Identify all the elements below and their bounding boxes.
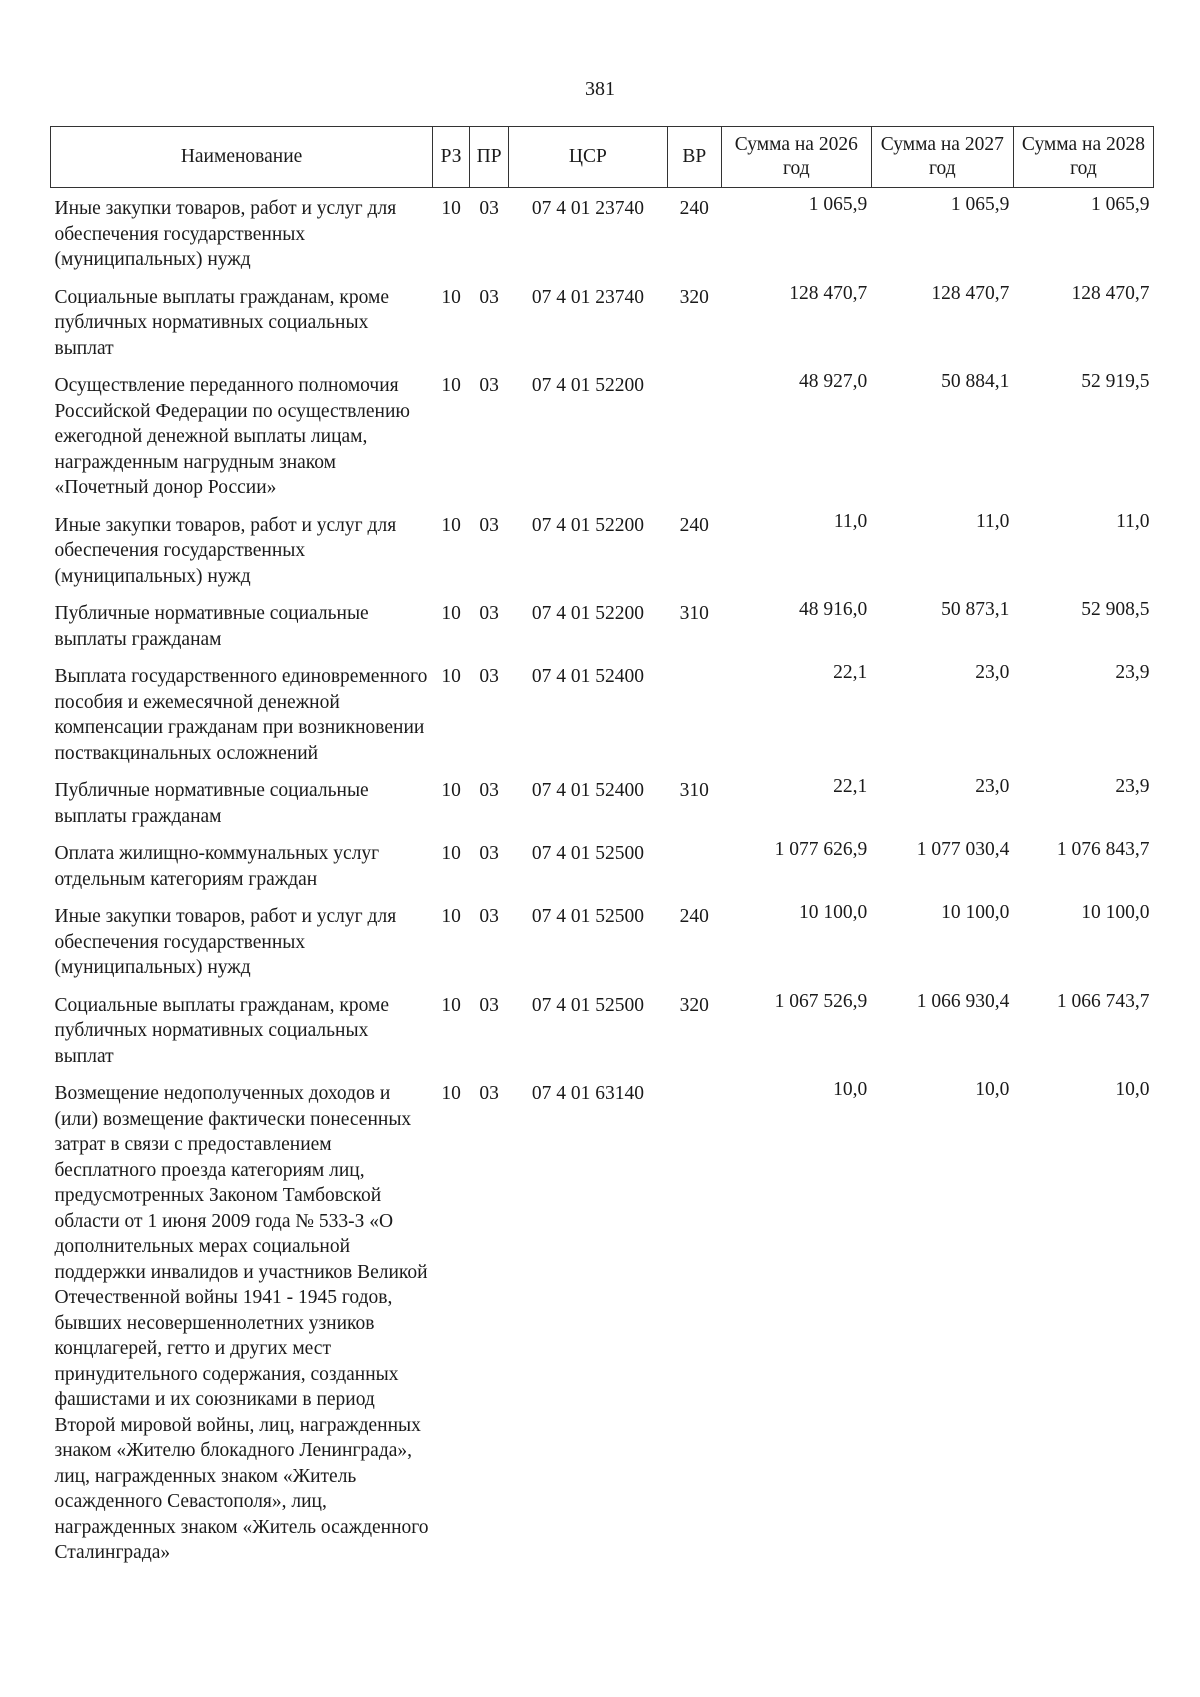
cell-rz: 10 (441, 375, 461, 396)
page-number: 381 (585, 78, 615, 100)
cell-sum-2028: 52 919,5 (1081, 371, 1150, 392)
header-csr: ЦСР (509, 127, 668, 188)
cell-sum-2026: 22,1 (833, 776, 868, 797)
cell-sum-2027: 23,0 (975, 776, 1010, 797)
cell-rz: 10 (441, 843, 461, 864)
cell-sum-2028: 11,0 (1116, 510, 1150, 532)
cell-pr: 03 (479, 514, 499, 536)
cell-sum-2028: 1 066 743,7 (1056, 990, 1150, 1012)
cell-csr: 07 4 01 52200 (531, 375, 644, 396)
cell-vr (667, 365, 721, 505)
cell-vr: 240 (679, 906, 709, 927)
cell-sum-2026: 10,0 (833, 1079, 868, 1100)
cell-name: Иные закупки товаров, работ и услуг для обеспечения государственных (муниципальных) нужд (54, 906, 397, 978)
cell-csr: 07 4 01 23740 (531, 286, 644, 308)
cell-rz: 10 (441, 603, 461, 624)
cell-sum-2026: 1 067 526,9 (774, 990, 868, 1012)
table-header-row (51, 127, 1154, 188)
cell-vr: 320 (679, 286, 709, 308)
cell-rz: 10 (441, 514, 461, 536)
cell-sum-2028: 1 076 843,7 (1056, 839, 1150, 860)
cell-sum-2026: 1 065,9 (808, 194, 868, 215)
cell-rz: 10 (441, 286, 461, 308)
cell-name: Оплата жилищно-коммунальных услуг отдельным категориям граждан (54, 843, 380, 890)
cell-sum-2026: 48 927,0 (798, 371, 868, 392)
cell-pr: 03 (479, 906, 499, 927)
cell-csr: 07 4 01 52200 (531, 603, 644, 624)
table-row (51, 770, 1154, 833)
cell-pr: 03 (479, 375, 499, 396)
cell-csr: 07 4 01 23740 (531, 198, 644, 219)
cell-rz: 10 (441, 780, 461, 801)
cell-csr: 07 4 01 52500 (531, 906, 644, 927)
table-row (51, 1073, 1154, 1570)
cell-csr: 07 4 01 52500 (531, 994, 644, 1016)
header-sum-2026: Сумма на 2026 год (721, 127, 871, 188)
cell-sum-2028: 10 100,0 (1081, 902, 1150, 923)
cell-sum-2026: 48 916,0 (798, 599, 868, 620)
cell-pr: 03 (479, 286, 499, 308)
cell-sum-2027: 1 065,9 (950, 194, 1010, 215)
header-sum-2027: Сумма на 2027 год (871, 127, 1013, 188)
table-body (51, 188, 1154, 1570)
cell-name: Социальные выплаты гражданам, кроме публичных нормативных социальных выплат (54, 994, 389, 1067)
table-row (51, 896, 1154, 985)
cell-csr: 07 4 01 52500 (531, 843, 644, 864)
cell-name: Иные закупки товаров, работ и услуг для обеспечения государственных (муниципальных) нужд (54, 198, 397, 270)
cell-sum-2027: 50 884,1 (941, 371, 1010, 392)
cell-sum-2026: 11,0 (833, 510, 868, 532)
cell-vr (667, 1073, 721, 1570)
cell-rz: 10 (441, 994, 461, 1016)
cell-sum-2027: 128 470,7 (931, 282, 1010, 304)
cell-pr: 03 (479, 843, 499, 864)
cell-sum-2027: 10,0 (975, 1079, 1010, 1100)
cell-csr: 07 4 01 52200 (531, 514, 644, 536)
cell-sum-2028: 10,0 (1115, 1079, 1150, 1100)
cell-name: Иные закупки товаров, работ и услуг для обеспечения государственных (муниципальных) нужд (54, 514, 397, 587)
table-row (51, 656, 1154, 770)
cell-name: Социальные выплаты гражданам, кроме публичных нормативных социальных выплат (54, 286, 389, 359)
header-rz: РЗ (433, 127, 470, 188)
cell-sum-2026: 22,1 (833, 662, 868, 683)
cell-vr (667, 656, 721, 770)
cell-vr: 310 (679, 603, 709, 624)
cell-pr: 03 (479, 603, 499, 624)
cell-pr: 03 (479, 780, 499, 801)
cell-vr: 310 (679, 780, 709, 801)
cell-sum-2026: 1 077 626,9 (774, 839, 868, 860)
cell-sum-2027: 10 100,0 (941, 902, 1010, 923)
cell-sum-2027: 23,0 (975, 662, 1010, 683)
cell-vr: 320 (679, 994, 709, 1016)
cell-sum-2027: 50 873,1 (941, 599, 1010, 620)
table-row (51, 593, 1154, 656)
cell-vr (667, 833, 721, 896)
cell-sum-2026: 128 470,7 (789, 282, 868, 304)
cell-pr: 03 (479, 666, 499, 687)
cell-vr: 240 (679, 514, 709, 536)
cell-rz: 10 (441, 666, 461, 687)
cell-rz: 10 (441, 198, 461, 219)
cell-name: Осуществление переданного полномочия Российской Федерации по осуществлению ежегодной денежной выплаты лицам, награжденным нагрудным знаком «Почетный донор России» (54, 375, 410, 498)
cell-vr: 240 (679, 198, 709, 219)
cell-sum-2026: 10 100,0 (798, 902, 868, 923)
table-row (51, 188, 1154, 277)
cell-name: Выплата государственного единовременного пособия и ежемесячной денежной компенсации гражданам при возникновении поствакцинальных осложнений (54, 666, 428, 764)
cell-csr: 07 4 01 63140 (531, 1083, 644, 1104)
cell-sum-2028: 23,9 (1115, 662, 1150, 683)
header-vr: ВР (667, 127, 721, 188)
cell-name: Публичные нормативные социальные выплаты гражданам (54, 780, 369, 827)
header-name: Наименование (51, 127, 433, 188)
cell-rz: 10 (441, 906, 461, 927)
table-row (51, 277, 1154, 366)
cell-sum-2027: 1 077 030,4 (916, 839, 1010, 860)
table-row (51, 505, 1154, 594)
cell-rz: 10 (441, 1083, 461, 1104)
table-row (51, 365, 1154, 505)
cell-csr: 07 4 01 52400 (531, 780, 644, 801)
header-sum-2028: Сумма на 2028 год (1013, 127, 1153, 188)
budget-table (50, 126, 1154, 1570)
cell-sum-2028: 52 908,5 (1081, 599, 1150, 620)
header-pr: ПР (470, 127, 509, 188)
cell-csr: 07 4 01 52400 (531, 666, 644, 687)
cell-sum-2028: 23,9 (1115, 776, 1150, 797)
cell-sum-2028: 128 470,7 (1071, 282, 1150, 304)
table-row (51, 985, 1154, 1074)
cell-sum-2028: 1 065,9 (1091, 194, 1150, 215)
cell-pr: 03 (479, 198, 499, 219)
cell-pr: 03 (479, 994, 499, 1016)
cell-name: Возмещение недополученных доходов и (или) возмещение фактически понесенных затрат в связи с предоставлением бесплатного проезда категориям лиц, предусмотренных Законом Тамбовской области от 1 июня 2009 года № 533-З «О дополнительных мерах социальной поддержки инвалидов и участников Великой Отечественной войны 1941 - 1945 годов, бывших несовершеннолетних узников концлагерей, гетто и других мест принудительного содержания, созданных фашистами и их союзниками в период Второй мировой войны, лиц, награжденных знаком «Жителю блокадного Ленинграда», лиц, награжденных знаком «Житель осажденного Севастополя», лиц, награжденных знаком «Житель осажденного Сталинграда» (54, 1083, 429, 1563)
cell-name: Публичные нормативные социальные выплаты гражданам (54, 603, 369, 650)
cell-pr: 03 (479, 1083, 499, 1104)
cell-sum-2027: 11,0 (976, 510, 1010, 532)
cell-sum-2027: 1 066 930,4 (916, 990, 1010, 1012)
table-row (51, 833, 1154, 896)
